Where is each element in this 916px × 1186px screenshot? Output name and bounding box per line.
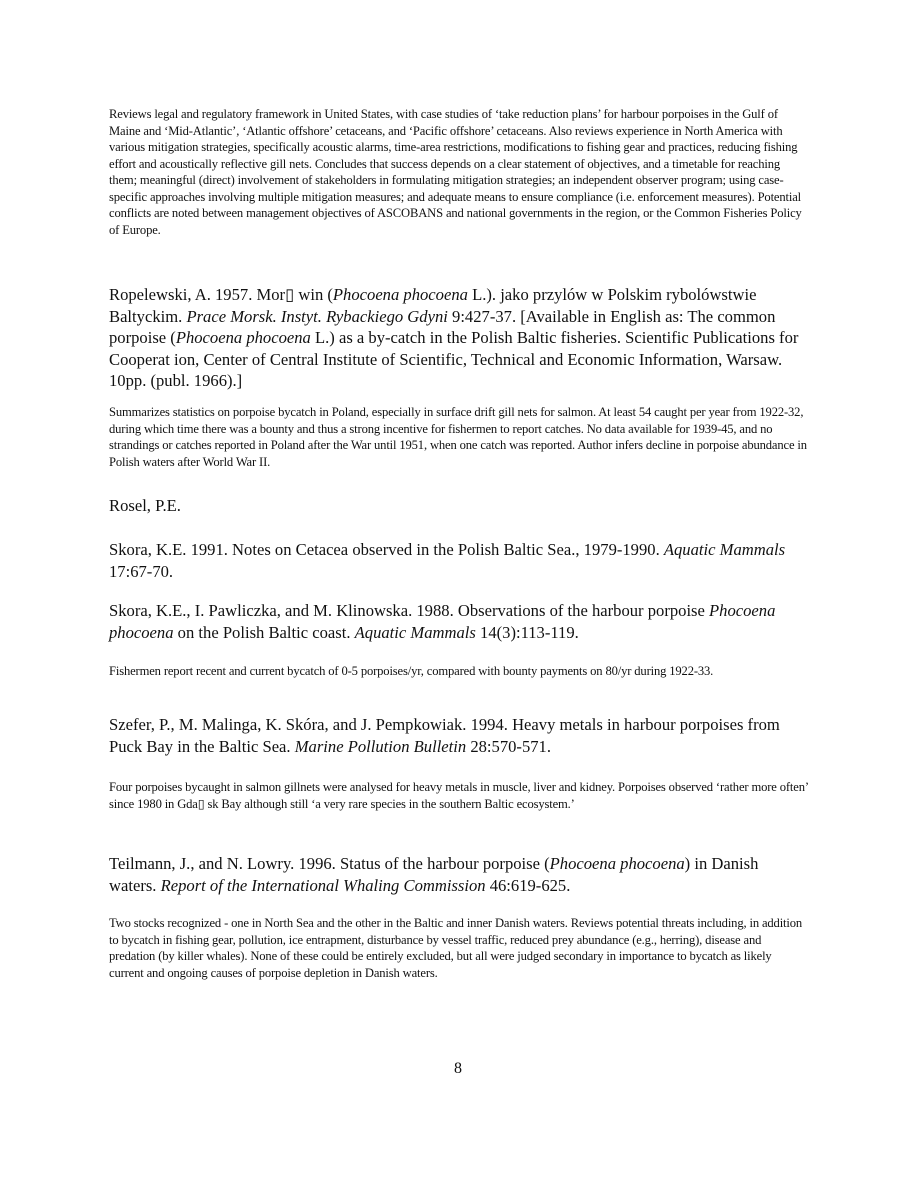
italic-title-text: Prace Morsk. Instyt. Rybackiego Gdyni bbox=[186, 306, 448, 326]
reference-text: Szefer, P., M. Malinga, K. Skóra, and J. Pempkowiak. 1994. Heavy metals in harbour porpoises from Puck Bay in the Baltic Sea. bbox=[109, 715, 780, 756]
reference-text: Rosel, P.E. bbox=[109, 496, 181, 515]
page-number: 8 bbox=[454, 1060, 462, 1077]
annotation-take-reduction: Reviews legal and regulatory framework in United States, with case studies of ‘take reduction plans’ for harbour porpoises in the Gulf of Maine and ‘Mid-Atlantic’, ‘Atlantic offshore’ cetaceans, and ‘Pacific offshore’ cetaceans. Also reviews experience in North America with various mitigation strategies, specifically acoustic alarms, time-area restrictions, modifications to fishing gear and practices, reducing fishing effort and acoustically reflective gill nets. Concludes that success depends on a clear statement of objectives, and a timetable for reaching them; meaningful (direct) involvement of stakeholders in formulating mitigation strategies; an independent observer program; using case-specific approaches involving multiple mitigation measures; and adequate means to ensure compliance (i.e. enforcement measures). Potential conflicts are noted between management objectives of ASCOBANS and national governments in the region, or the Common Fisheries Policy of Europe. bbox=[109, 107, 802, 237]
reference-text: Ropelewski, A. 1957. Mor▯ win ( bbox=[109, 285, 333, 304]
reference-text: 14(3):113-119. bbox=[475, 622, 579, 642]
italic-title-text: Phocoena phocoena bbox=[175, 328, 311, 347]
reference-szefer-1994 bbox=[109, 714, 809, 757]
italic-title-text: Phocoena phocoena bbox=[332, 285, 468, 304]
reference-ropelewski-1957 bbox=[109, 284, 809, 392]
annotation-ropelewski: Summarizes statistics on porpoise bycatch in Poland, especially in surface drift gill nets for salmon. At least 54 caught per year from 1922-32, during which time there was a bounty and thus a strong incentive for fishermen to report catches. No data available for 1939-45, and no strandings or catches reported in Poland after the War until 1951, when one catch was reported. Author infers decline in porpoise abundance in Polish waters after World War II. bbox=[109, 405, 807, 469]
reference-text: 9:427-37. [Available in English as: The common porpoise ( bbox=[109, 306, 776, 347]
italic-title-text: Aquatic Mammals bbox=[663, 540, 786, 559]
reference-text: L.). jako przylów w Polskim rybolówstwie Baltyckim. bbox=[109, 285, 757, 326]
reference-skora-1988 bbox=[109, 600, 809, 643]
annotation-skora-1988: Fishermen report recent and current bycatch of 0-5 porpoises/yr, compared with bounty payments on 80/yr during 1922-33. bbox=[109, 664, 714, 678]
reference-teilmann-1996 bbox=[109, 853, 809, 896]
italic-title-text: Phocoena phocoena bbox=[549, 854, 685, 873]
italic-title-text: Report of the International Whaling Commission bbox=[160, 875, 486, 895]
reference-text: L.) as a by-catch in the Polish Baltic fisheries. Scientific Publications for Cooperat ion, Center of Central Institute of Scientific, Technical and Economic Information, Warsaw. 10pp. (publ. 1966).] bbox=[109, 328, 799, 390]
reference-text: ) in Danish waters. bbox=[109, 854, 759, 895]
reference-rosel bbox=[109, 495, 809, 517]
reference-text: 17:67-70. bbox=[109, 561, 174, 581]
italic-title-text: Aquatic Mammals bbox=[354, 622, 476, 642]
annotation-teilmann: Two stocks recognized - one in North Sea and the other in the Baltic and inner Danish waters. Reviews potential threats including, in addition to bycatch in fishing gear, pollution, ice entrapment, disturbance by vessel traffic, reduced prey abundance (e.g., herring), disease and predation (by killer whales). None of these could be entirely excluded, but all were judged secondary in importance to bycatch as likely current and ongoing causes of porpoise depletion in Danish waters. bbox=[109, 916, 803, 980]
reference-text: 28:570-571. bbox=[466, 736, 551, 756]
reference-text: Skora, K.E., I. Pawliczka, and M. Klinowska. 1988. Observations of the harbour porpoise bbox=[109, 601, 710, 620]
reference-text: Teilmann, J., and N. Lowry. 1996. Status of the harbour porpoise ( bbox=[109, 854, 550, 873]
annotation-szefer: Four porpoises bycaught in salmon gillnets were analysed for heavy metals in muscle, liver and kidney. Porpoises observed ‘rather more often’ since 1980 in Gda▯ sk Bay although still ‘a very rare species in the southern Baltic ecosystem.’ bbox=[109, 780, 808, 811]
reference-text: on the Polish Baltic coast. bbox=[173, 622, 355, 642]
italic-title-text: Phocoena phocoena bbox=[109, 601, 776, 642]
reference-skora-1991 bbox=[109, 539, 809, 582]
reference-text: 46:619-625. bbox=[485, 875, 571, 895]
reference-text: Skora, K.E. 1991. Notes on Cetacea observed in the Polish Baltic Sea., 1979-1990. bbox=[109, 540, 664, 559]
italic-title-text: Marine Pollution Bulletin bbox=[294, 736, 467, 756]
